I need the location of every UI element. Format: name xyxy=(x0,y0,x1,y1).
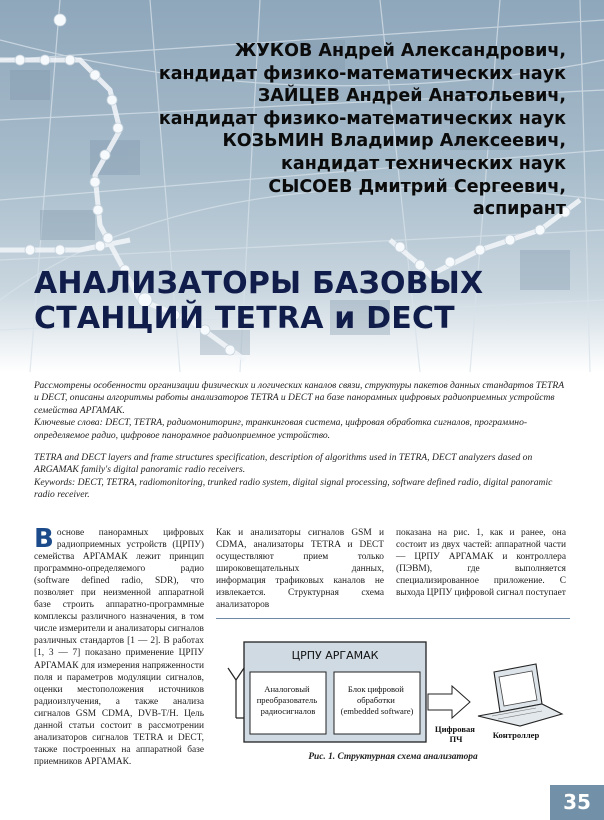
body-column-1 xyxy=(34,524,204,768)
abstract-en xyxy=(34,452,570,502)
abstract-ru xyxy=(34,380,570,442)
analog-converter-label: Аналоговый преобразователь радиосигналов xyxy=(256,684,318,716)
abstract-ru-text: Рассмотрены особенности организации физических и логических каналов связи, структуры пакетов данных стандартов TETRA и DECT, описаны алгоритмы работы анализаторов TETRA и DECT на базе панорамных цифровых радиоприемных устройств семейства АРГАМАК. xyxy=(34,380,564,416)
authors-block xyxy=(26,40,566,221)
block-diagram xyxy=(216,628,570,750)
argamak-block-title: ЦРПУ АРГАМАК xyxy=(291,649,379,662)
controller-label: Контроллер xyxy=(492,730,540,740)
author-line: СЫСОЕВ Дмитрий Сергеевич, xyxy=(268,176,566,197)
author-degree: кандидат физико-математических наук xyxy=(158,108,566,129)
body-column-3 xyxy=(396,527,566,599)
title-line: СТАНЦИЙ TETRA и DECT xyxy=(34,301,455,336)
antenna-arm-left xyxy=(228,668,236,680)
article-title xyxy=(34,266,483,336)
output-arrow xyxy=(428,686,470,718)
author-degree: аспирант xyxy=(472,199,566,220)
figure-divider xyxy=(216,618,570,619)
antenna-arm-right xyxy=(236,668,244,680)
author-line: КОЗЬМИН Владимир Алексеевич, xyxy=(222,131,566,152)
column-2-text: Как и анализаторы сигналов GSM и CDMA, анализаторы TETRA и DECT осуществляют прием только широковещательных данных, информация трафиковых каналов не извлекается. Структурная схема анализаторов xyxy=(216,528,384,611)
digital-processing-label: Блок цифровой обработки (embedded software) xyxy=(340,684,414,716)
column-3-text: показана на рис. 1, как и ранее, она состоит из двух частей: аппаратной части — ЦРПУ АРГАМАК и контроллера (ПЭВМ), где выполняется специализированное приложение. С выхода ЦРПУ цифровой сигнал поступает xyxy=(396,528,566,599)
abstract-en-text: TETRA and DECT layers and frame structures specification, description of algorithms used in TETRA, DECT analyzers dased on ARGAMAK family's digital panoramic radio receivers. xyxy=(34,452,533,476)
author-line: ЗАЙЦЕВ Андрей Анатольевич, xyxy=(257,86,566,107)
figure-caption: Рис. 1. Структурная схема анализатора xyxy=(308,752,478,762)
drop-cap: В xyxy=(34,524,54,554)
author-degree: кандидат физико-математических наук xyxy=(158,63,566,84)
author-degree: кандидат технических наук xyxy=(281,153,566,174)
header-banner xyxy=(0,0,604,372)
keywords-en: Keywords: DECT, TETRA, radiomonitoring, trunked radio system, digital signal processing, software defined radio, digital panoramic radio receiver. xyxy=(34,476,553,501)
title-line: АНАЛИЗАТОРЫ БАЗОВЫХ xyxy=(34,266,484,301)
author-line: ЖУКОВ Андрей Александрович, xyxy=(234,41,566,61)
laptop-icon xyxy=(478,664,562,726)
column-1-text: основе панорамных цифровых радиоприемных устройств (ЦРПУ) семейства АРГАМАК лежит принцип программно-определяемого радио (software defined radio, SDR), что позволяет при неизменной аппаратной базе строить аппаратно-программные комплексы различного назначения, в том числе измерители и анализаторы сигналов различных стандартов [1 — 2]. В работах [1, 3 — 7] показано применение ЦРПУ АРГАМАК для измерения напряженности поля и параметров модуляции сигналов, оценки местоположения источников радиоизлучения, а также анализа сигналов GSM CDMA, DVB-T/H. Цель данной статьи состоит в рассмотрении анализаторов сигналов TETRA и DECT, также построенных на аппаратной базе приемников АРГАМАК. xyxy=(34,528,204,767)
output-label: Цифровая ПЧ xyxy=(434,724,475,744)
keywords-ru: Ключевые слова: DECT, TETRA, радиомониторинг, транкинговая система, цифровая обработка сигналов, программно-определяемое радио, цифровое панорамное радиоприемное устройство. xyxy=(34,417,528,441)
body-column-2 xyxy=(216,527,384,611)
page-number: 35 xyxy=(563,790,591,814)
